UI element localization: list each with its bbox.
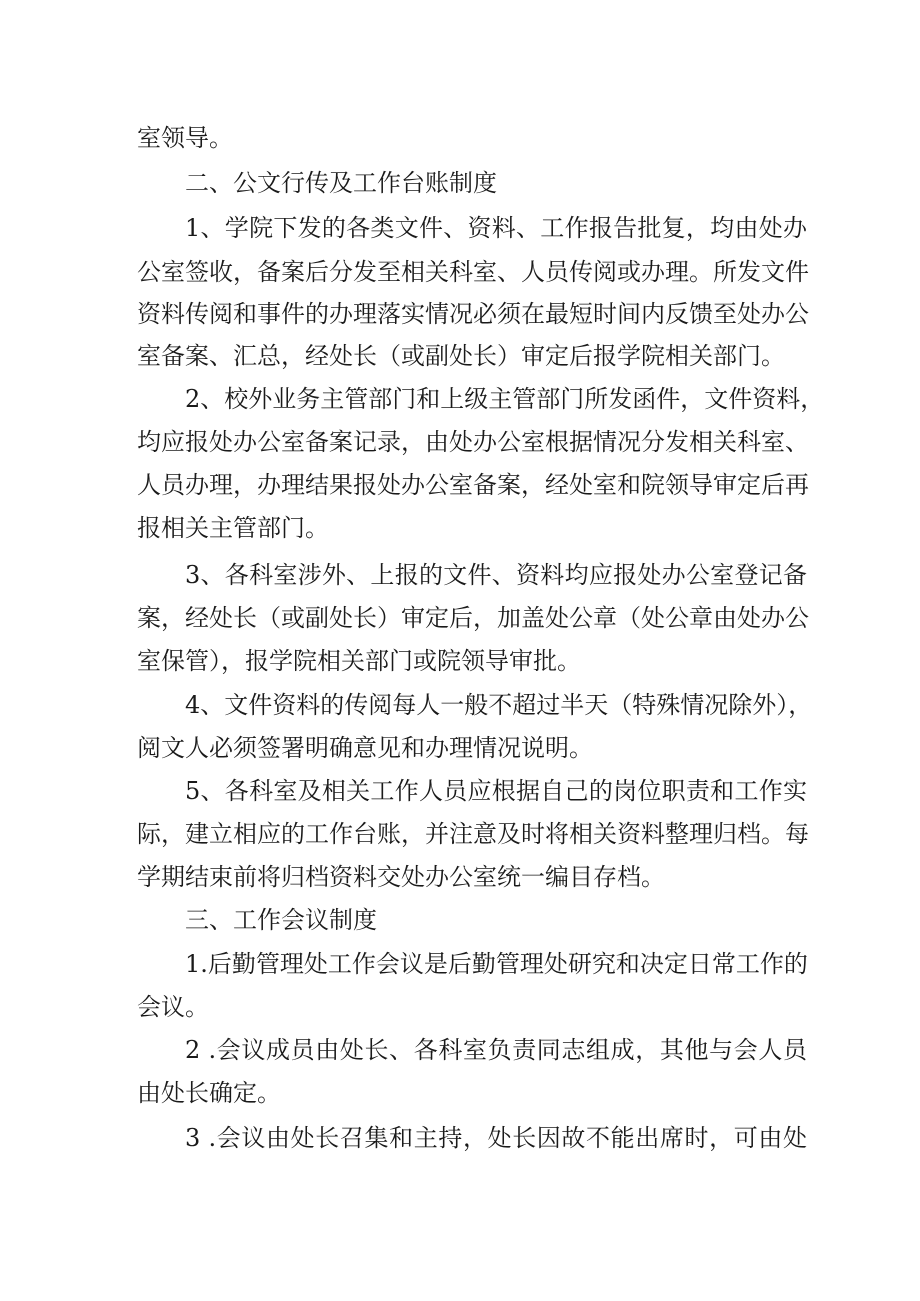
text-line: 会议。 xyxy=(137,993,209,1021)
text-line: 室备案、汇总，经处长（或副处长）审定后报学院相关部门。 xyxy=(137,342,785,370)
text-line: 4、文件资料的传阅每人一般不超过半天（特殊情况除外）， xyxy=(185,691,813,719)
text-line: 均应报处办公室备案记录，由处办公室根据情况分发相关科室、 xyxy=(137,428,809,456)
text-line: 人员办理，办理结果报处办公室备案，经处室和院领导审定后再 xyxy=(137,471,809,499)
text-line: 室领导。 xyxy=(137,124,233,152)
text-line: 3 .会议由处长召集和主持，处长因故不能出席时，可由处 xyxy=(185,1124,807,1152)
text-line: 室保管），报学院相关部门或院领导审批。 xyxy=(137,647,581,675)
text-line: 案，经处长（或副处长）审定后，加盖处公章（处公章由处办公 xyxy=(137,604,809,632)
text-line: 1.后勤管理处工作会议是后勤管理处研究和决定日常工作的 xyxy=(185,950,808,978)
text-line: 2、校外业务主管部门和上级主管部门所发函件，文件资料， xyxy=(185,385,825,413)
text-line: 2 .会议成员由处长、各科室负责同志组成，其他与会人员 xyxy=(185,1036,807,1064)
section-heading: 二、公文行传及工作台账制度 xyxy=(185,169,497,197)
text-line: 阅文人必须签署明确意见和办理情况说明。 xyxy=(137,734,593,762)
text-line: 资料传阅和事件的办理落实情况必须在最短时间内反馈至处办公 xyxy=(137,300,809,328)
text-line: 公室签收，备案后分发至相关科室、人员传阅或办理。所发文件 xyxy=(137,258,809,286)
text-line: 3、各科室涉外、上报的文件、资料均应报处办公室登记备 xyxy=(185,561,807,589)
text-line: 际，建立相应的工作台账，并注意及时将相关资料整理归档。每 xyxy=(137,820,809,848)
text-line: 5、各科室及相关工作人员应根据自己的岗位职责和工作实 xyxy=(185,777,807,805)
section-heading: 三、工作会议制度 xyxy=(185,906,377,934)
text-line: 学期结束前将归档资料交处办公室统一编目存档。 xyxy=(137,863,665,891)
text-line: 报相关主管部门。 xyxy=(137,514,329,542)
text-line: 由处长确定。 xyxy=(137,1079,281,1107)
text-line: 1、学院下发的各类文件、资料、工作报告批复，均由处办 xyxy=(185,214,807,242)
